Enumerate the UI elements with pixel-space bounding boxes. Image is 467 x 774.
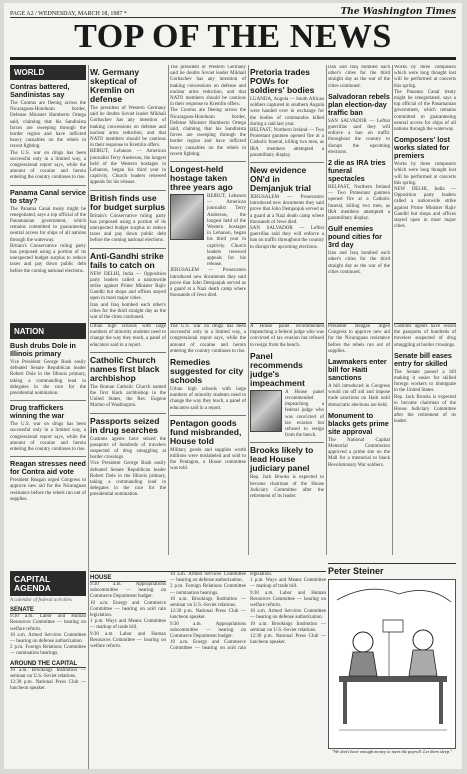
headline[interactable]: Panel recommends judge's impeachment <box>250 350 305 388</box>
article-text: BEIRUT, Lebanon — American journalist Terry Anderson, the longest held of the Western hostages in Lebanon, began his third year in captivity. Church leaders renewed appeals for his release. <box>90 149 166 186</box>
agenda-item: 10 a.m. Brookings Institution — seminar on U.S.-Soviet relations. <box>10 667 86 679</box>
headline[interactable]: Lawmakers enter bill for Haiti sanctions <box>328 357 387 383</box>
editorial-cartoon <box>328 563 456 767</box>
agenda-item: 12:30 p.m. National Press Club — luncheon speaker. <box>10 680 86 692</box>
article-text: The National Capital Memorial Commission approved a prime site on the Mall for a memorial to black Revolutionary War soldiers. <box>328 437 390 468</box>
capital-agenda-sidebar <box>10 571 86 767</box>
agenda-item: 12:30 p.m. National Press Club — luncheon speaker. <box>250 634 326 646</box>
judge-photo <box>250 390 282 432</box>
agenda-item: 9:30 a.m. Appropriations subcommittee — hearing on Commerce Department budget. <box>170 621 246 640</box>
capital-agenda-subtitle: A calendar of federal activities <box>10 598 72 603</box>
headline[interactable]: 2 die as IRA tries funeral spectacles <box>328 158 386 184</box>
article-text: A House panel recommended impeaching a federal judge who was convicted of tax evasion but refused to resign from the bench. <box>285 389 324 439</box>
agenda-item: 10 a.m. Armed Services Committee — hearing on defense authorization. <box>250 609 326 621</box>
nation-column-1 <box>10 323 86 563</box>
agenda-item: 10 a.m. Armed Services Committee — hearing on defense authorization. <box>170 572 246 584</box>
article-text: The Senate passed a bill making it easier for skilled foreign workers to immigrate to the United States. <box>394 369 456 394</box>
article-text: Works by three composers which were long thought lost will be performed at concerts this spring. <box>394 162 456 186</box>
article-text: BEIRUT, Lebanon — American journalist Terry Anderson, the longest held of the Western hostages in Lebanon, began his third year in captivity. Church leaders renewed appeals for his release. <box>207 194 246 268</box>
world-column-4 <box>250 65 324 320</box>
hostage-photo <box>170 194 204 240</box>
headline[interactable]: Gulf enemies pound cities for 3rd day <box>328 224 382 250</box>
world-column-1 <box>10 65 86 320</box>
headline[interactable]: British finds use for budget surplus <box>90 192 166 212</box>
headline[interactable]: Catholic Church names first black archbishop <box>90 354 160 383</box>
cartoon-drawing <box>328 579 456 749</box>
article-text: Vice President George Bush easily defeated Senate Republican leader Robert Dole in the Illinois primary, taking a commanding lead in delegates in the race for the presidential nomination. <box>90 461 166 498</box>
nation-column-3 <box>170 323 246 558</box>
agenda-item: 1 p.m. Ways and Means Committee — markup of trade bill. <box>90 619 166 631</box>
headline[interactable]: Pentagon goods fund misbranded, House told <box>170 417 242 446</box>
headline[interactable]: Longest-held hostage taken three years ago <box>170 164 233 193</box>
senate-heading: SENATE <box>10 607 86 614</box>
article-text: BELFAST, Northern Ireland — Two Protestant gunmen opened fire at a Catholic funeral, killing two men, as IRA members attempted a paramilitary display. <box>328 185 390 222</box>
nation-column-5 <box>328 323 390 558</box>
world-column-2 <box>90 65 166 320</box>
article-text: Iran and Iraq bombed each other's cities for the third straight day as the war of the cities continued. <box>328 251 390 275</box>
article-text: Rep. Jack Brooks is expected to become chairman of the House Judiciary Committee after the retirement of its leader. <box>394 394 456 425</box>
section-nation-label: NATION <box>10 324 86 339</box>
page-header <box>10 6 456 18</box>
agenda-item: 10 a.m. Brookings Institution — seminar on U.S.-Soviet relations. <box>250 621 326 633</box>
article-text: NEW DELHI, India — Opposition party leaders called a nationwide strike against Prime Minister Rajiv Gandhi but shops and offices stayed open in most major cities. <box>90 271 166 302</box>
article-text: The Contras are fleeing across the Nicaraguan-Honduran border, Defense Minister Humberto Ortega said, claiming that his Sandinista forces are sweeping through the border region and have inflicted heavy casualties on the rebels in recent fighting. <box>170 108 246 157</box>
headline[interactable]: Pretoria trades POWs for soldiers' bodies <box>250 67 315 95</box>
article-text: LUANDA, Angola — South African soldiers captured in southern Angola were handed over in exchange for the bodies of commandos killed during a raid last year. <box>250 97 324 127</box>
agenda-item: 9:30 a.m. Labor and Human Resources Committee — hearing on welfare reform. <box>90 631 166 650</box>
headline[interactable]: New evidence ON'd in Demjanjuk trial <box>250 165 311 194</box>
capital-agenda-listings <box>90 571 326 767</box>
page-title: TOP OF THE NEWS <box>74 18 392 55</box>
section-capital-agenda-label: CAPITAL AGENDA <box>10 572 86 596</box>
section-world-label: WORLD <box>10 65 86 80</box>
agenda-item: 9:30 a.m. Labor and Human Resources Committee — hearing on welfare reform. <box>10 614 86 632</box>
article-text: Vice President George Bush easily defeated Senate Republican leader Robert Dole in the Illinois primary, taking a commanding lead in delegates in the race for the presidential nomination. <box>10 360 86 397</box>
article-text: JERUSALEM — Prosecutors introduced new documents they said prove that John Demjanjuk served as a guard at a Nazi death camp where thousands of Jews died. <box>170 268 246 299</box>
article-text: Customs agents have seized the passports of hundreds of travelers suspected of drug smuggling at border crossings. <box>394 324 456 348</box>
headline[interactable]: Bush drubs Dole in Illinois primary <box>10 341 76 358</box>
article-text: A House panel recommended impeaching a federal judge who was convicted of tax evasion but refused to resign from the bench. <box>250 324 324 348</box>
headline[interactable]: Contras battered, Sandinistas say <box>10 82 70 99</box>
world-column-3 <box>170 65 246 320</box>
newspaper-page <box>4 3 462 769</box>
article-text: The Contras are fleeing across the Nicaraguan-Honduran border, Defense Minister Humberto Ortega said, claiming that his Sandinista forces are sweeping through the border region and have inflicted heavy casualties on the rebels in recent fighting. <box>10 101 86 150</box>
headline[interactable]: Salvadoran rebels plan election-day traffic ban <box>328 91 390 117</box>
article-text: The president of Western Germany said he doubts Soviet leader Mikhail Gorbachev has any intention of making concessions on defense and nuclear arms reduction, and that NATO members should be cautious in their response to Kremlin offers. <box>170 65 246 108</box>
article-text: Customs agents have seized the passports of hundreds of travelers suspected of drug smuggling at border crossings. <box>90 436 166 461</box>
agenda-item: 2 p.m. Foreign Relations Committee — nomination hearings. <box>10 645 86 657</box>
article-text: BELFAST, Northern Ireland — Two Protestant gunmen opened fire at a Catholic funeral, killing two men, as IRA members attempted a paramilitary display. <box>250 128 324 158</box>
article-text: Britain's Conservative ruling party has proposed using a portion of its unexpected budget surplus to reduce taxes and pay down public debt before the coming national elections. <box>10 243 86 274</box>
agenda-item: 10 a.m. Armed Services Committee — hearing on defense authorization. <box>10 632 86 645</box>
article-text: Iran and Iraq bombed each other's cities for the third straight day as the war of the cities continued. <box>328 65 390 89</box>
article-text: SAN SALVADOR — Leftist guerrillas said they will enforce a ban on traffic throughout the country to disrupt the upcoming elections. <box>328 118 390 155</box>
headline[interactable]: W. Germany skeptical of Kremlin on defense <box>90 67 140 104</box>
headline[interactable]: Brooks likely to lead House judiciary panel <box>250 445 314 474</box>
agenda-item: 10 a.m. Energy and Commerce Committee — hearing on acid rain legislation. <box>170 572 273 652</box>
article-text: Works by three composers which were long thought lost will be performed at concerts this spring. <box>394 65 456 89</box>
cartoon-caption: "We don't have enough money to meet the payroll. Let them sleep." <box>331 749 453 754</box>
agenda-item: 10 a.m. Brookings Institution — seminar on U.S.-Soviet relations. <box>170 596 246 609</box>
article-text: Urban high schools with large numbers of minority students need to change the way they teach, a panel of educators said in a report. <box>90 324 166 348</box>
headline[interactable]: Composers' lost works slated for premiers <box>394 135 451 161</box>
page-dateline: PAGE A2 / WEDNESDAY, MARCH 18, 1987 * <box>10 11 127 17</box>
title-rule <box>10 57 456 60</box>
cartoon-illustration <box>329 580 456 749</box>
cartoonist-name: Peter Steiner <box>328 563 456 576</box>
article-text: The U.S. war on drugs has been successful only in a limited way, a congressional report says, while the amount of cocaine and heroin entering the country continues to rise. <box>10 150 86 181</box>
nation-column-6 <box>394 323 456 558</box>
article-text: Military goods and supplies worth millions were mislabeled and sold to the Pentagon, a House committee was told. <box>170 447 246 472</box>
agenda-item: 9:30 a.m. Appropriations subcommittee — hearing on Commerce Department budget. <box>90 582 166 600</box>
article-text: Rep. Jack Brooks is expected to become chairman of the House Judiciary Committee after the retirement of its leader. <box>250 475 324 500</box>
headline[interactable]: Anti-Gandhi strike fails to catch on <box>90 250 164 270</box>
headline[interactable]: Monument to blacks gets prime site approval <box>328 410 389 436</box>
headline[interactable]: Remedies suggested for city schools <box>170 357 244 386</box>
agenda-item: 10 a.m. Energy and Commerce Committee — hearing on acid rain legislation. <box>90 600 166 619</box>
house-heading: HOUSE <box>90 575 166 582</box>
headline[interactable]: Senate bill eases entry for skilled <box>394 350 452 368</box>
world-column-5 <box>328 65 390 320</box>
article-text: The Roman Catholic Church named the first black archbishop in the United States, the Rev. Eugene Marino of Washington. <box>90 384 166 409</box>
article-text: NEW DELHI, India — Opposition party leaders called a nationwide strike against Prime Minister Rajiv Gandhi but shops and offices stayed open in most major cities. <box>394 187 456 230</box>
article-text: A bill introduced in Congress would cut off aid and impose trade sanctions on Haiti until democratic elections are held. <box>328 384 390 408</box>
agenda-item: 12:30 p.m. National Press Club — luncheon speaker. <box>170 609 246 621</box>
world-column-6 <box>394 65 456 320</box>
article-text: Britain's Conservative ruling party has proposed using a portion of its unexpected budget surplus to reduce taxes and pay down public debt before the coming national elections. <box>90 213 166 244</box>
article-text: The U.S. war on drugs has been successful only in a limited way, a congressional report says, while the amount of cocaine and heroin entering the country continues to rise. <box>10 422 86 453</box>
article-text: Iran and Iraq bombed each other's cities for the third straight day as the war of the cities continued. <box>90 302 166 320</box>
article-text: SAN SALVADOR — Leftist guerrillas said they will enforce a ban on traffic throughout the country to disrupt the upcoming elections. <box>250 226 324 250</box>
article-text: JERUSALEM — Prosecutors introduced new documents they said prove that John Demjanjuk served as a guard at a Nazi death camp where thousands of Jews died. <box>250 195 324 225</box>
article-text: The Panama Canal treaty might be renegotiated, says a top official of the Panamanian government, which remains committed to guaranteeing neutral access for ships of all nations through the waterway. <box>394 89 456 133</box>
article-text: The U.S. war on drugs has been successful only in a limited way, a congressional report says, while the amount of cocaine and heroin entering the country continues to rise. <box>170 324 246 354</box>
nation-column-2 <box>90 323 166 558</box>
agenda-item: 2 p.m. Foreign Relations Committee — nomination hearings. <box>170 584 246 596</box>
article-text: Urban high schools with large numbers of minority students need to change the way they teach, a panel of educators said in a report. <box>170 387 246 411</box>
agenda-item: 9:30 a.m. Labor and Human Resources Committee — hearing on welfare reform. <box>250 590 326 609</box>
nation-column-4 <box>250 323 324 558</box>
article-text: The Panama Canal treaty might be renegotiated, says a top official of the Panamanian government, which remains committed to guaranteeing neutral access for ships of all nations through the waterway. <box>10 206 86 243</box>
headline[interactable]: Panama Canal service to stay? <box>10 187 86 205</box>
agenda-item: 1 p.m. Ways and Means Committee — markup of trade bill. <box>250 578 326 590</box>
headline[interactable]: Passports seized in drug searches <box>90 415 160 435</box>
article-text: President Reagan urged Congress to approve new aid for the Nicaraguan resistance before the rebels run out of supplies. <box>10 478 86 502</box>
around-capital-heading: AROUND THE CAPITAL <box>10 661 86 668</box>
article-text: The president of Western Germany said he doubts Soviet leader Mikhail Gorbachev has any intention of making concessions on defense and nuclear arms reduction, and that NATO members should be cautious in their response to Kremlin offers. <box>90 106 166 149</box>
masthead: The Washington Times <box>340 7 456 17</box>
headline[interactable]: Drug traffickers winning the war <box>10 403 65 421</box>
article-text: President Reagan urged Congress to approve new aid for the Nicaraguan resistance before the rebels run out of supplies. <box>328 324 390 354</box>
headline[interactable]: Reagan stresses need for Contra aid vote <box>10 459 86 477</box>
